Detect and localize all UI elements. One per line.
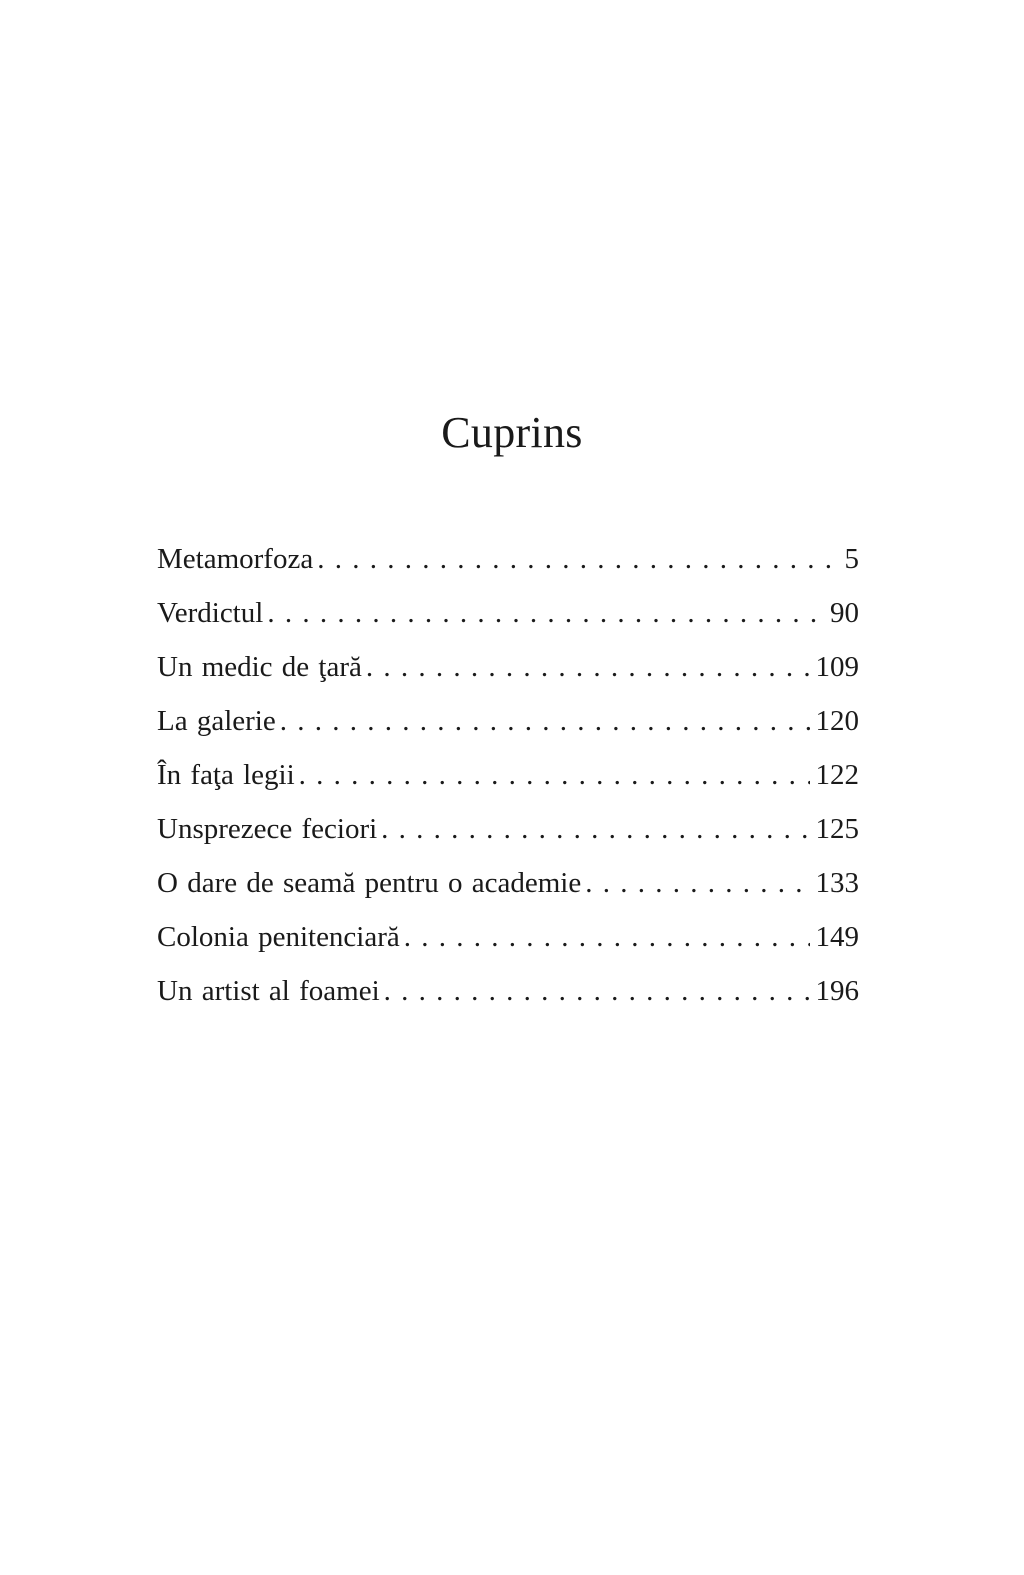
toc-entry-label: Un artist al foamei [157,975,380,1007]
toc-entry-page: 120 [815,705,859,737]
toc-entry-page: 133 [815,867,859,899]
toc-entry-page: 125 [815,813,859,845]
toc-entry-label: Verdictul [157,597,264,629]
dot-leader [280,694,810,748]
page-title: Cuprins [441,408,583,457]
toc-entry-label: Un medic de ţară [157,651,362,683]
toc-entry-page: 5 [844,543,859,575]
dot-leader [299,748,810,802]
toc-entry [157,856,859,910]
dot-leader [384,964,810,1018]
table-of-contents [157,532,859,1018]
toc-entry-label: O dare de seamă pentru o academie [157,867,582,899]
dot-leader [366,640,810,694]
dot-leader [267,586,824,640]
toc-entry-page: 109 [815,651,859,683]
toc-entry-page: 122 [815,759,859,791]
toc-entry [157,964,859,1018]
toc-entry [157,910,859,964]
toc-entry-page: 196 [815,975,859,1007]
dot-leader [381,802,809,856]
toc-entry-page: 90 [830,597,859,629]
toc-entry-label: Colonia penitenciară [157,921,400,953]
toc-entry-label: Unsprezece feciori [157,813,378,845]
toc-entry-label: Metamorfoza [157,543,314,575]
toc-entry [157,532,859,586]
dot-leader [404,910,810,964]
toc-entry-label: La galerie [157,705,276,737]
dot-leader [585,856,809,910]
toc-entry [157,694,859,748]
dot-leader [317,532,838,586]
toc-entry [157,748,859,802]
toc-entry [157,802,859,856]
toc-entry [157,640,859,694]
toc-entry [157,586,859,640]
toc-entry-page: 149 [815,921,859,953]
toc-entry-label: În faţa legii [157,759,295,791]
